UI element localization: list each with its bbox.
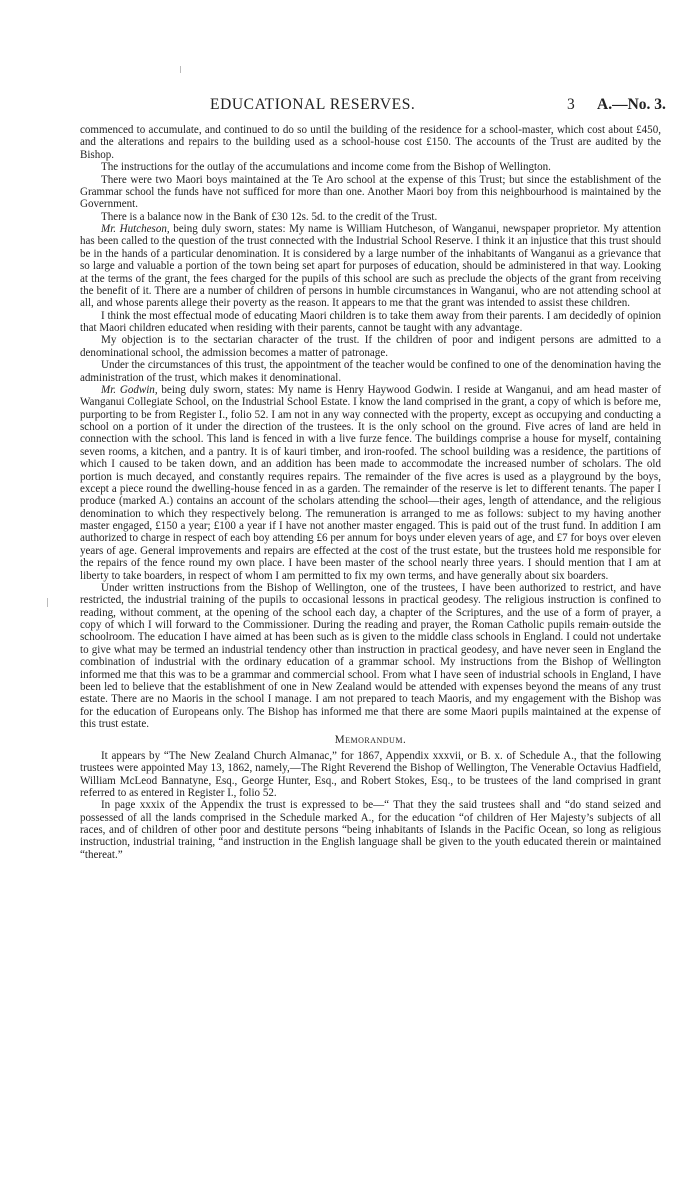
paragraph: Under the circumstances of this trust, the appointment of the teacher would be confined to one of the denomination having the administration of the trust, which makes it denominational. [80, 359, 661, 384]
paragraph: In page xxxix of the Appendix the trust is expressed to be—“ That they the said trustees shall and “do stand seized and possessed of all the lands comprised in the Schedule marked A., for the education “of children of Her Majesty’s subjects of all races, and of children of other poor and destitute persons “being inhabitants of Islands in the Pacific Ocean, so long as religious instruction, industrial training, “and instruction in the English language shall be given to the youth educated therein or maintained “thereat.” [80, 799, 661, 861]
paragraph: There is a balance now in the Bank of £30 12s. 5d. to the credit of the Trust. [101, 210, 438, 223]
page-number: 3 [567, 96, 575, 113]
paragraph: My objection is to the sectarian character of the trust. If the children of poor and indigent persons are admitted to a denominational school, the admission becomes a matter of patronage. [80, 334, 661, 359]
page-header [80, 96, 666, 116]
testimony-text: being duly sworn, states: My name is Henry Haywood Godwin. I reside at Wanganui, and am head master of Wanganui Collegiate School, on the Industrial School Estate. I know the land comprised in the grant, a copy of which is before me, purporting to be from Register I., folio 52. I am not in any way connected with the property, except as occupying and conducting a school on a portion of it under the direction of the trustees. It is the only school on the ground. Five acres of land are held in connection with the school. This land is fenced in with a live furze fence. The buildings comprise a house for myself, containing seven rooms, a kitchen, and a pantry. It is of kauri timber, and iron-roofed. The school building was a residence, the partitions of which I caused to be taken down, and an addition has been made to accommodate the increased number of scholars. The old portion is much decayed, and constantly requires repairs. The remainder of the five acres is used as a playground by the boys, except a piece round the dwelling-house fenced in as a garden. The remainder of the reserve is let to different tenants. The paper I produce (marked A.) contains an account of the scholars attending the school—their ages, length of attendance, and the religious denomination to which they respectively belong. The remuneration is arranged to me as follows: subject to my having another master engaged, £150 a year; £100 a year if I have not another master engaged. This is paid out of the trust fund. In addition I am authorized to charge in respect of each boy attending £6 per annum for boys under eleven years of age, and £7 for boys over eleven years of age. General improvements and repairs are effected at the cost of the trust estate, but the trustees hold me responsible for the repairs of the fence round my own place. I have been master of the school nearly three years. I should mention that I am at liberty to take boarders, in respect of whom I am permitted to fix my own terms, and have generally about six boarders. [80, 383, 661, 582]
speaker-name: Mr. Godwin, [101, 383, 158, 396]
margin-mark [47, 598, 48, 607]
page-blemish [180, 66, 181, 73]
paragraph: Under written instructions from the Bishop of Wellington, one of the trustees, I have been authorized to restrict, and have restricted, the industrial training of the pupils to occasional lessons in practical geodesy. The religious instruction is confined to reading, without comment, at the opening of the school each day, a chapter of the Scriptures, and the use of a form of prayer, a copy of which I will forward to the Commissioner. During the reading and prayer, the Roman Catholic pupils remain outside the schoolroom. The education I have aimed at has been such as is given to the middle class schools in England. I could not undertake to give what may be termed an industrial tendency other than instruction in practical geodesy, and have never seen in England the combination of industrial with the ordinary education of a grammar school. My instructions from the Bishop of Wellington informed me that this was to be a grammar and commercial school. From what I have seen of industrial schools in England, I have been led to believe that the establishment of one in New Zealand would be attended with expenses beyond the means of any trust estate. There are no Maoris in the school I manage. I am not prepared to teach Maoris, and my engagement with the Bishop was for the education of Europeans only. The Bishop has informed me that there are some Maori pupils maintained at the expense of this trust estate. [80, 581, 661, 730]
testimony-text: being duly sworn, states: My name is William Hutcheson, of Wanganui, newspaper proprietor. My attention has been called to the question of the trust connected with the Industrial School Reserve. I think it an injustice that this trust should be in the hands of a particular denomination. It is considered by a large number of the inhabitants of Wanganui as a grievance that so large and valuable a portion of the town being set apart for purposes of education, should be administered in that way. Looking at the terms of the grant, the fees charged for the pupils of this school are such as preclude the objects of the grant from receiving the benefit of it. There are a number of children of persons in humble circumstances in Wanganui, who are not attending school at all, and whose parents allege their poverty as the reason. It appears to me that the grant was intended to assist these children. [80, 223, 662, 310]
page-body [80, 124, 661, 861]
paragraph-continued: commenced to accumulate, and continued to do so until the building of the residence for a school-master, which cost about £450, and the alterations and repairs to the building used as a school-house cost £150. The accounts of the Trust are audited by the Bishop. [80, 124, 661, 161]
speaker-name: Mr. Hutcheson, [101, 223, 170, 235]
running-title: EDUCATIONAL RESERVES. [210, 96, 416, 113]
paragraph: It appears by “The New Zealand Church Almanac,” for 1867, Appendix xxxvii, or B. x. of Schedule A., that the following trustees were appointed May 13, 1862, namely,—The Right Reverend the Bishop of Wellington, The Venerable Octavius Hadfield, William McLeod Bannatyne, Esq., George Hunter, Esq., and Robert Stokes, Esq., to be trustees of the land comprised in grant referred to as entered in Register I., folio 52. [80, 749, 661, 799]
testimony-hutcheson [80, 223, 661, 310]
memorandum-heading: Memorandum. [334, 734, 407, 747]
paragraph: There were two Maori boys maintained at the Te Aro school at the expense of this Trust; but since the establishment of the Grammar school the funds have not sufficed for more than one. Another Maori boy from this neighbourhood is maintained by the Government. [80, 173, 661, 211]
document-reference: A.—No. 3. [597, 96, 666, 113]
paragraph: The instructions for the outlay of the accumulations and income come from the Bishop of Wellington. [101, 161, 551, 174]
testimony-godwin [80, 384, 661, 582]
paragraph: I think the most effectual mode of educating Maori children is to take them away from their parents. I am decidedly of opinion that Maori children educated when residing with their parents, cannot be taught with any advantage. [80, 309, 661, 334]
